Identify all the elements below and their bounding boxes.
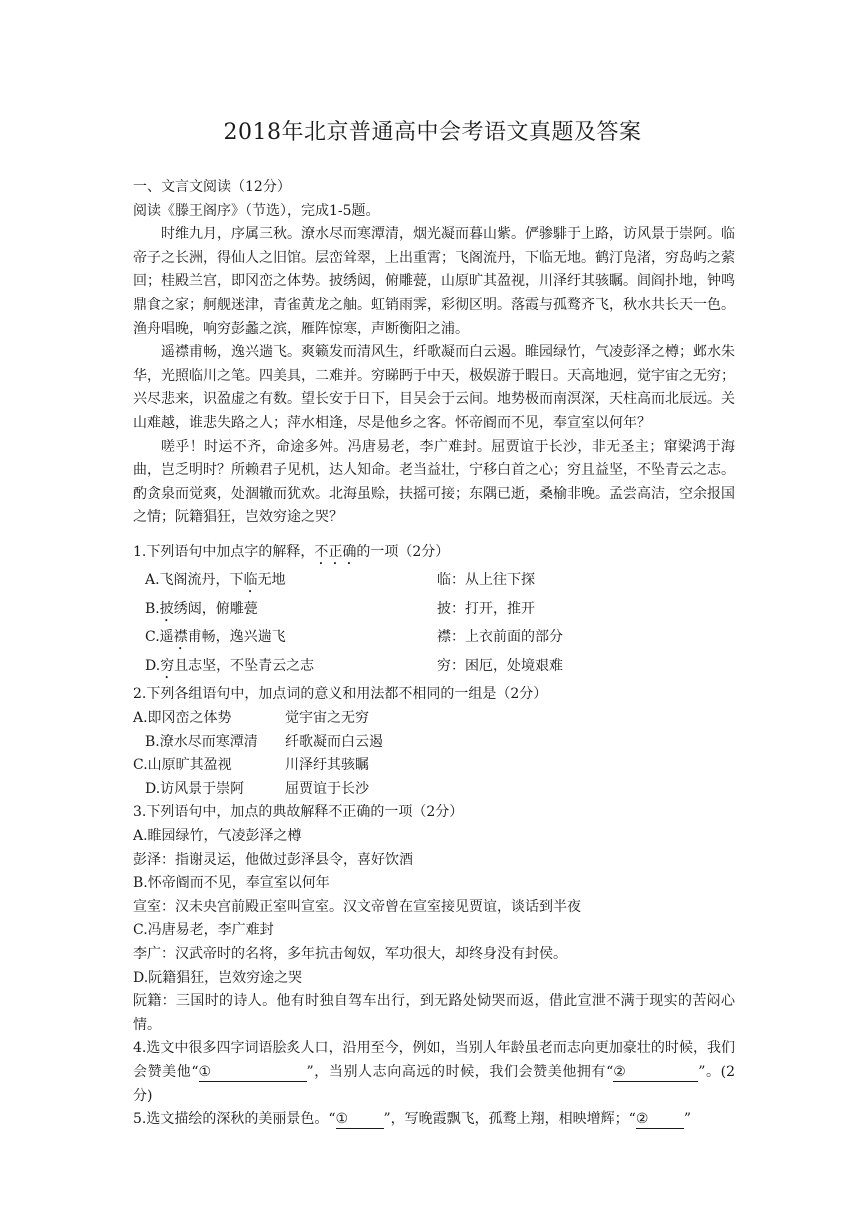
option-gloss: 临：从上往下探	[437, 572, 535, 589]
question-3-gloss-d: 阮籍：三国时的诗人。他有时独自驾车出行，到无路处恸哭而返，借此宣泄不满于现实的苦闷心情。	[133, 993, 735, 1033]
reading-intro: 阅读《滕王阁序》（节选），完成1-5题。	[133, 202, 380, 219]
document-title: 2018年北京普通高中会考语文真题及答案	[223, 120, 642, 145]
question-1-option-b: B.披绣闼，俯雕甍 披：打开，推开	[133, 598, 735, 625]
question-1-option-d: D.穷且志坚，不坠青云之志 穷：困厄，处境艰难	[133, 655, 735, 682]
question-2-option-d: D.访风景于崇阿 屈贾谊于长沙	[145, 780, 369, 797]
emphasized-text: 不正确	[314, 543, 357, 560]
question-1-option-a: A.飞阁流丹，下临无地 临：从上往下探	[133, 569, 735, 596]
question-3-option-d: D.阮籍猖狂，岂效穷途之哭	[133, 969, 303, 986]
question-1-option-c: C.遥襟甫畅，逸兴遄飞 襟：上衣前面的部分	[133, 626, 735, 653]
question-2-option-a: A.即冈峦之体势 觉宇宙之无穷	[133, 710, 369, 726]
option-gloss: 穷：困厄，处境艰难	[437, 657, 563, 674]
passage-paragraph-2: 遥襟甫畅，逸兴遄飞。爽籁发而清风生，纤歌凝而白云遏。睢园绿竹，气凌彭泽之樽；邺水朱华，光照临川之笔。四美具，二难并。穷睇眄于中天，极娱游于暇日。天高地迥，觉宇宙之无穷；兴尽悲来，识盈虚之有数。望长安于日下，目吴会于云间。地势极而南溟深，天柱高而北辰远。关山难越，谁悲失路之人；萍水相逢，尽是他乡之客。怀帝阍而不见，奉宣室以何年？	[133, 344, 735, 431]
question-3-stem: 3.下列语句中，加点的典故解释不正确的一项（2分）	[133, 804, 464, 821]
answer-blank-2[interactable]: ②	[636, 1110, 684, 1129]
question-3-gloss-c: 李广：汉武帝时的名将，多年抗击匈奴，军功很大，却终身没有封侯。	[133, 945, 567, 962]
answer-blank-2[interactable]: ②	[613, 1063, 698, 1082]
option-gloss: 襟：上衣前面的部分	[437, 629, 563, 646]
emphasized-char: 临	[243, 572, 258, 589]
question-3-option-b: B.怀帝阍而不见，奉宣室以何年	[133, 875, 330, 892]
passage-paragraph-1: 时维九月，序属三秋。潦水尽而寒潭清，烟光凝而暮山紫。俨骖騑于上路，访风景于崇阿。临帝子之长洲，得仙人之旧馆。层峦耸翠，上出重霄；飞阁流丹，下临无地。鹤汀凫渚，穷岛屿之萦回；桂殿兰宫，即冈峦之体势。披绣闼，俯雕甍，山原旷其盈视，川泽纡其骇瞩。闾阎扑地，钟鸣鼎食之家；舸舰迷津，青雀黄龙之舳。虹销雨霁，彩彻区明。落霞与孤鹜齐飞，秋水共长天一色。渔舟唱晚，响穷彭蠡之滨，雁阵惊寒，声断衡阳之浦。	[133, 226, 735, 337]
question-2-option-b: B.潦水尽而寒潭清 纤歌凝而白云遏	[145, 733, 383, 750]
emphasized-char: 襟	[173, 629, 188, 646]
emphasized-char: 穷	[160, 657, 175, 674]
section-heading: 一、文言文阅读（12分）	[133, 179, 291, 195]
question-3-gloss-a: 彭泽：指谢灵运，他做过彭泽县令，喜好饮酒	[133, 851, 413, 868]
question-2-stem: 2.下列各组语句中，加点词的意义和用法都不相同的一组是（2分）	[133, 686, 548, 703]
question-2-option-c: C.山原旷其盈视 川泽纡其骇瞩	[133, 757, 369, 774]
question-3-gloss-b: 宣室：汉未央宫前殿正室叫宣室。汉文帝曾在宣室接见贾谊，谈话到半夜	[133, 898, 581, 915]
option-gloss: 披：打开，推开	[437, 600, 535, 617]
answer-blank-1[interactable]: ①	[336, 1110, 384, 1129]
question-3-option-a: A.睢园绿竹，气凌彭泽之樽	[133, 827, 302, 844]
question-3-option-c: C.冯唐易老，李广难封	[133, 922, 274, 939]
document-body	[133, 176, 735, 1132]
emphasized-char: 披	[159, 600, 174, 617]
passage-paragraph-3: 嗟乎！时运不齐，命途多舛。冯唐易老，李广难封。屈贾谊于长沙，非无圣主；窜梁鸿于海曲，岂乏明时？所赖君子见机，达人知命。老当益壮，宁移白首之心；穷且益坚，不坠青云之志。酌贪泉而觉爽，处涸辙而犹欢。北海虽赊，扶摇可接；东隅已逝，桑榆非晚。孟尝高洁，空余报国之情；阮籍猖狂，岂效穷途之哭？	[133, 438, 735, 526]
question-1-stem: 1.下列语句中加点字的解释，不正确的一项（2分）	[133, 543, 450, 560]
answer-blank-1[interactable]: ①	[199, 1063, 307, 1082]
question-5: 5.选文描绘的深秋的美丽景色。“① ”，写晚霞飘飞，孤鹜上翔，相映增辉；“② ”	[133, 1111, 692, 1128]
question-4: 4.选文中很多四字词语脍炙人口，沿用至今，例如，当别人年龄虽老而志向更加豪壮的时候，我们会赞美他“① ”，当别人志向高远的时候，我们会赞美他拥有“② ”。(2分)	[133, 1040, 735, 1104]
